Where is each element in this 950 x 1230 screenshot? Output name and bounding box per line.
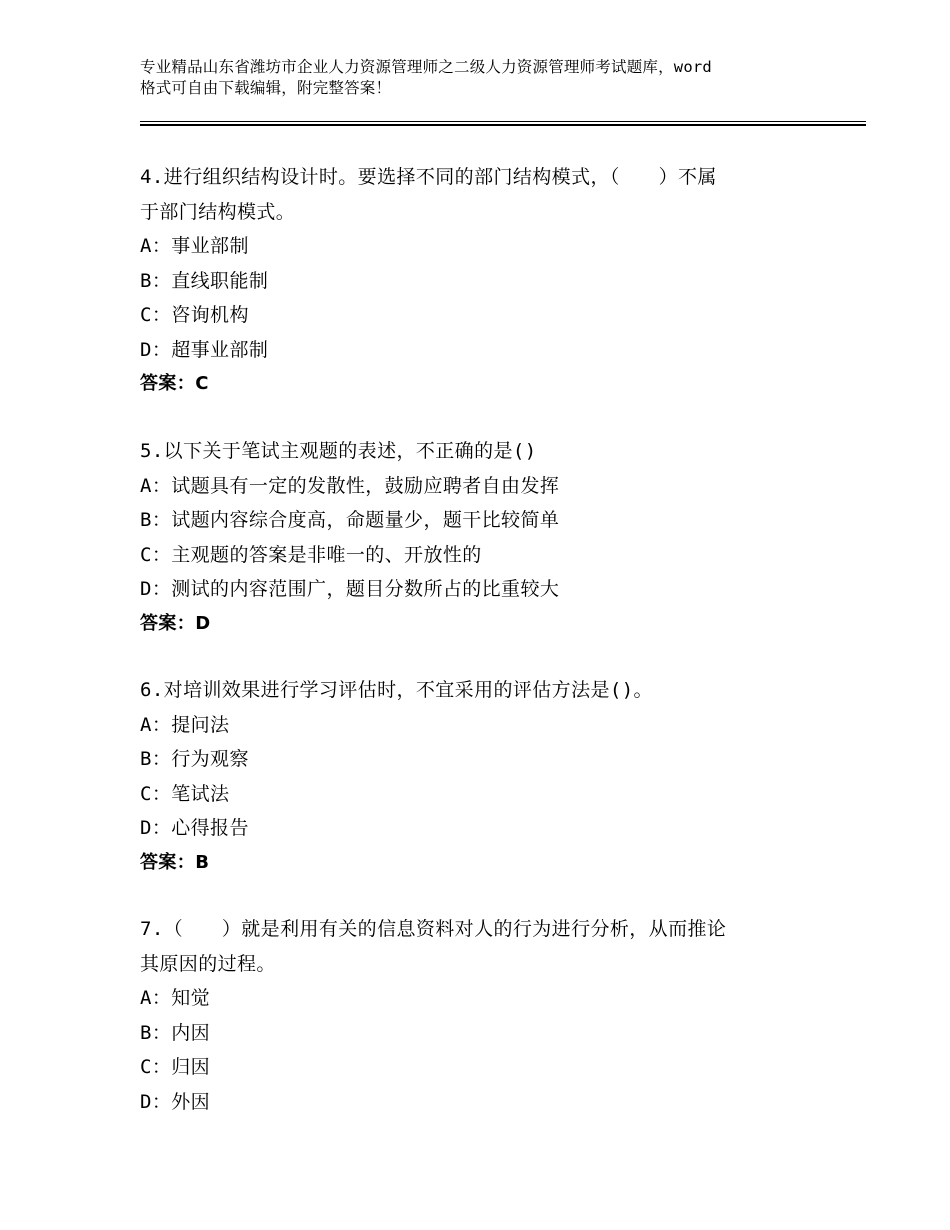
- option-c: C：归因: [140, 1056, 211, 1078]
- option-d: D：心得报告: [140, 817, 249, 839]
- question-stem: 4.进行组织结构设计时。要选择不同的部门结构模式，（ ）不属: [140, 166, 717, 188]
- option-a: A：事业部制: [140, 235, 249, 257]
- answer-label: 答案：D: [140, 612, 211, 634]
- option-c: C：咨询机构: [140, 304, 249, 326]
- option-d: D：外因: [140, 1090, 211, 1113]
- header-divider: [140, 121, 866, 127]
- question-stem: 7.（ ）就是利用有关的信息资料对人的行为进行分析，从而推论: [140, 918, 727, 940]
- answer-label: 答案：B: [140, 851, 210, 873]
- option-b: B：试题内容综合度高，命题量少，题干比较简单: [140, 509, 560, 531]
- question-stem: 6.对培训效果进行学习评估时，不宜采用的评估方法是()。: [140, 679, 653, 701]
- option-b: B：直线职能制: [140, 269, 269, 292]
- answer-label: 答案：C: [140, 373, 209, 394]
- document-header: [140, 57, 830, 99]
- option-d: D：超事业部制: [140, 338, 269, 361]
- question-stem-continued: 其原因的过程。: [140, 952, 276, 975]
- option-d: D：测试的内容范围广，题目分数所占的比重较大: [140, 578, 560, 600]
- option-c: C：笔试法: [140, 782, 230, 805]
- question-6: [140, 673, 810, 880]
- option-c: C：主观题的答案是非唯一的、开放性的: [140, 543, 482, 566]
- question-stem-continued: 于部门结构模式。: [140, 200, 296, 223]
- option-a: A：知觉: [140, 987, 211, 1009]
- option-b: B：内因: [140, 1021, 211, 1044]
- header-title-line-1: 专业精品山东省潍坊市企业人力资源管理师之二级人力资源管理师考试题库，word: [140, 58, 712, 76]
- question-4: [140, 160, 810, 402]
- question-7: [140, 912, 810, 1119]
- question-stem: 5.以下关于笔试主观题的表述，不正确的是(): [140, 440, 537, 462]
- option-a: A：提问法: [140, 713, 230, 736]
- option-b: B：行为观察: [140, 748, 249, 770]
- header-title-line-2: 格式可自由下载编辑，附完整答案！: [140, 79, 392, 97]
- option-a: A：试题具有一定的发散性，鼓励应聘者自由发挥: [140, 474, 560, 497]
- question-5: [140, 434, 810, 641]
